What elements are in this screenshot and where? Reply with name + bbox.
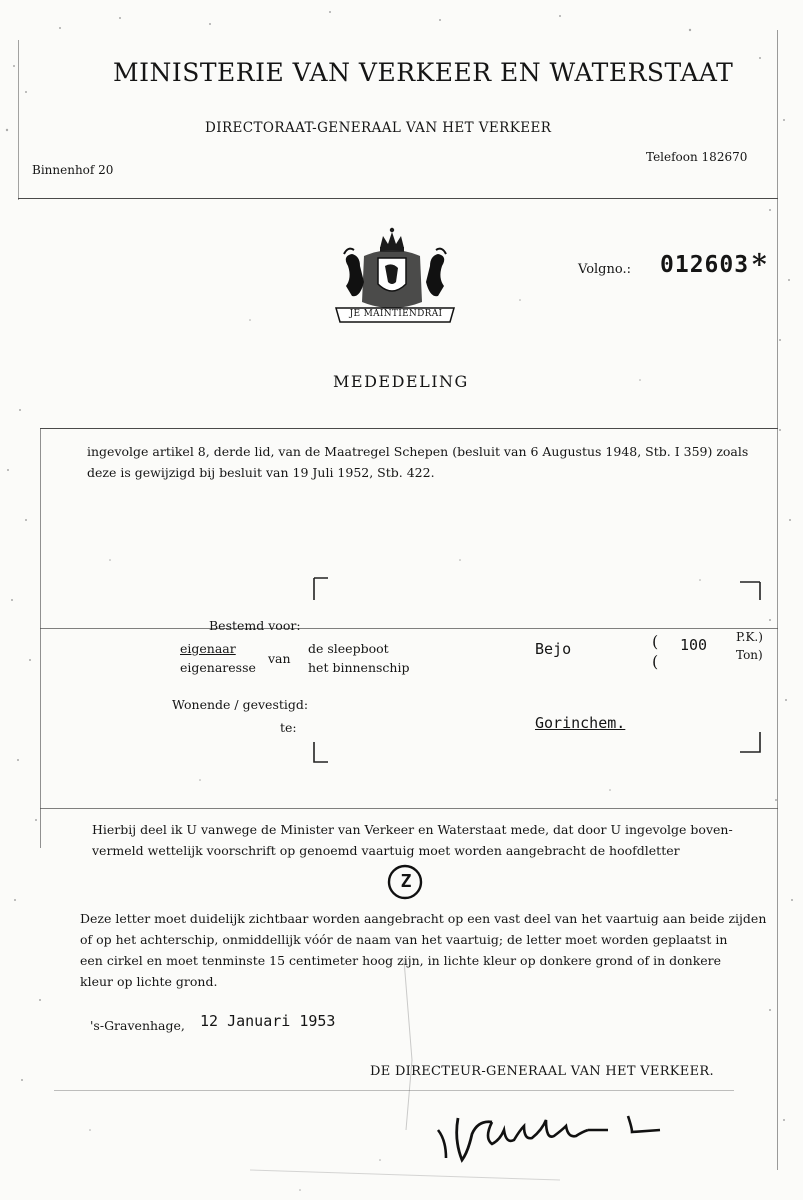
body-para2-line1: Deze letter moet duidelijk zichtbaar worden aangebracht op een vast deel van het vaartuig aan beide zijden bbox=[80, 911, 767, 926]
tonnage-value: 100 bbox=[680, 636, 708, 654]
handwritten-signature bbox=[432, 1100, 672, 1170]
assigned-letter: Z bbox=[400, 871, 412, 892]
place-of-issue: 's-Gravenhage, bbox=[90, 1018, 185, 1033]
pk-label: P.K.) bbox=[736, 630, 763, 644]
body-para2-line4: kleur op lichte grond. bbox=[80, 974, 218, 989]
form-row-line bbox=[40, 628, 778, 629]
letter-circle bbox=[384, 862, 428, 902]
body-para2-line2: of op het achterschip, onmiddellijk vóór de naam van het vaartuig; de letter moet worden geplaatst in bbox=[80, 932, 728, 947]
header-divider bbox=[18, 198, 778, 199]
intro-line-2: deze is gewijzigd bij besluit van 19 Juli 1952, Stb. 422. bbox=[87, 465, 435, 480]
ministry-title: MINISTERIE VAN VERKEER EN WATERSTAAT bbox=[113, 58, 734, 87]
header-left-border bbox=[18, 40, 19, 200]
right-border bbox=[777, 30, 778, 1170]
van-label: van bbox=[268, 651, 291, 666]
document-title: MEDEDELING bbox=[333, 372, 469, 391]
ton-label: Ton) bbox=[736, 648, 763, 662]
left-border bbox=[40, 428, 41, 848]
emblem-motto: JE MAINTIENDRAI bbox=[349, 309, 443, 319]
bracket-top-right bbox=[738, 570, 768, 600]
directorate-title: DIRECTORAAT-GENERAAL VAN HET VERKEER bbox=[205, 120, 552, 136]
ship-name: Bejo bbox=[535, 640, 572, 658]
eigenaresse-label: eigenaresse bbox=[180, 660, 256, 675]
body-para2-line3: een cirkel en moet tenminste 15 centimeter hoog zijn, in lichte kleur op donkere grond of in donkere bbox=[80, 953, 722, 968]
phone-number: Telefoon 182670 bbox=[646, 150, 748, 164]
intro-line-1: ingevolge artikel 8, derde lid, van de Maatregel Schepen (besluit van 6 Augustus 1948, Stb. I 359) zoals bbox=[87, 444, 749, 459]
eigenaar-label: eigenaar bbox=[180, 641, 236, 656]
sleepboot-label: de sleepboot bbox=[308, 641, 389, 656]
fold-line bbox=[54, 1090, 734, 1091]
te-label: te: bbox=[280, 720, 297, 735]
bracket-bottom-left bbox=[300, 740, 330, 770]
body-para1-line1: Hierbij deel ik U vanwege de Minister van Verkeer en Waterstaat mede, dat door U ingevolge boven- bbox=[92, 822, 733, 837]
body-top-line bbox=[40, 808, 778, 809]
volgno-value: 012603 bbox=[660, 252, 750, 278]
paren-open-ton: ( bbox=[652, 652, 659, 671]
signatory-title: DE DIRECTEUR-GENERAAL VAN HET VERKEER. bbox=[370, 1064, 714, 1079]
bracket-top-left bbox=[300, 576, 330, 606]
volgno-label: Volgno.: bbox=[578, 262, 631, 277]
form-block-top-line bbox=[40, 428, 778, 429]
address: Binnenhof 20 bbox=[32, 163, 114, 177]
bracket-bottom-right bbox=[738, 730, 768, 760]
binnenschip-label: het binnenschip bbox=[308, 660, 410, 675]
coat-of-arms-emblem bbox=[330, 226, 460, 326]
volgno-mark: * bbox=[752, 248, 767, 281]
issue-date: 12 Januari 1953 bbox=[200, 1012, 336, 1030]
bestemd-voor-label: Bestemd voor: bbox=[209, 618, 301, 633]
place-name: Gorinchem. bbox=[535, 714, 626, 732]
paren-open-pk: ( bbox=[652, 632, 659, 651]
wonende-label: Wonende / gevestigd: bbox=[172, 697, 309, 712]
body-para1-line2: vermeld wettelijk voorschrift op genoemd vaartuig moet worden aangebracht de hoofdletter bbox=[92, 843, 680, 858]
